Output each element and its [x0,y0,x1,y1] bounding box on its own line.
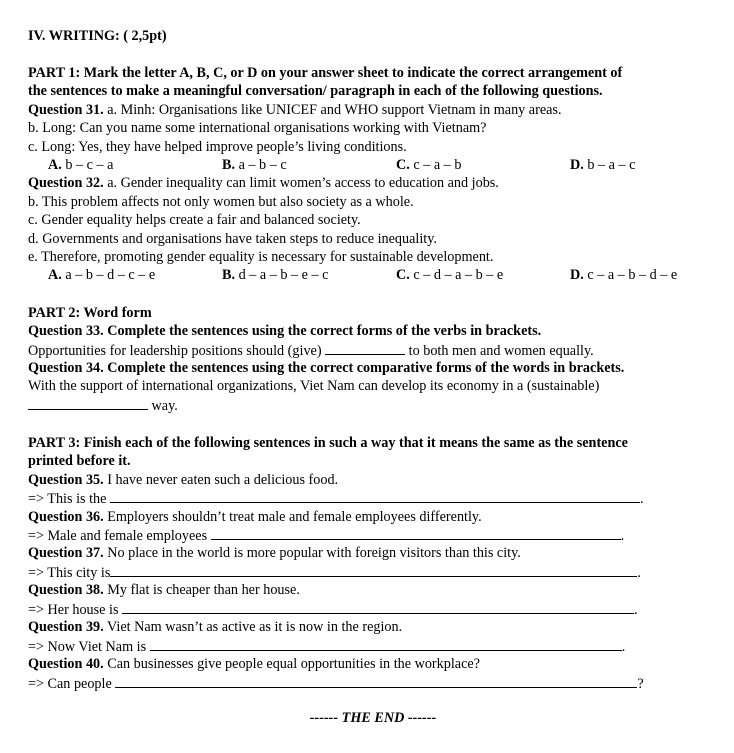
question-36-answer-blank[interactable] [211,526,621,540]
question-36-end: . [620,528,625,544]
question-38-label: Question 38. [28,582,104,598]
part2-title: PART 2: Word form [28,305,152,321]
question-39-label: Question 39. [28,619,104,635]
question-36-rewrite [28,526,624,545]
question-37-end: . [637,565,641,581]
question-39-prompt: => Now Viet Nam is [28,639,150,655]
question-31-option-d[interactable]: D. b – a – c [570,157,636,173]
question-32-sentence-e: e. Therefore, promoting gender equality is necessary for sustainable development. [28,249,494,265]
question-39-end: . [621,639,626,655]
question-38-answer-blank[interactable] [122,600,634,614]
question-34-answer-blank[interactable] [28,396,148,410]
question-35 [28,471,338,489]
question-31-sentence-a: a. Minh: Organisations like UNICEF and WHO support Vietnam in many areas. [103,102,562,118]
question-35-answer-blank[interactable] [110,489,640,503]
question-32-sentence-b: b. This problem affects not only women but also society as a whole. [28,194,414,210]
question-31-line-a [28,101,562,119]
question-31-sentence-c: c. Long: Yes, they have helped improve people’s living conditions. [28,139,407,155]
question-32-sentence-c: c. Gender equality helps create a fair and balanced society. [28,212,361,228]
question-31-label: Question 31. [28,102,104,118]
question-32-option-c[interactable]: C. c – d – a – b – e [396,267,504,283]
question-38-sentence: My flat is cheaper than her house. [103,582,300,598]
question-40-prompt: => Can people [28,676,116,692]
question-33-text-after: to both men and women equally. [405,343,594,359]
question-31-option-c[interactable]: C. c – a – b [396,157,462,173]
question-35-rewrite [28,489,644,508]
question-34-sentence: With the support of international organizations, Viet Nam can develop its economy in a (sustainable) [28,378,600,394]
question-35-end: . [639,491,644,507]
question-32-option-d[interactable]: D. c – a – b – d – e [570,267,678,283]
question-38-end: . [634,602,638,618]
part3-instruction-line1: PART 3: Finish each of the following sentences in such a way that it means the same as the sentence [28,435,628,451]
part1-instruction-line1: PART 1: Mark the letter A, B, C, or D on your answer sheet to indicate the correct arrangement of [28,65,623,81]
question-40 [28,655,480,673]
question-33-text-before: Opportunities for leadership positions should (give) [28,343,326,359]
question-38-prompt: => Her house is [28,602,123,618]
question-32-sentence-a: a. Gender inequality can limit women’s access to education and jobs. [103,175,499,191]
question-39-sentence: Viet Nam wasn’t as active as it is now in the region. [103,619,403,635]
question-31-sentence-b: b. Long: Can you name some international organisations working with Vietnam? [28,120,487,136]
question-36-prompt: => Male and female employees [28,528,211,544]
question-39-answer-blank[interactable] [150,637,622,651]
question-32-label: Question 32. [28,175,104,191]
question-32-option-a[interactable]: A. a – b – d – c – e [48,267,156,283]
section-title: IV. WRITING: ( 2,5pt) [28,28,167,44]
question-40-sentence: Can businesses give people equal opportunities in the workplace? [103,656,480,672]
question-33-label: Question 33. Complete the sentences using the correct forms of the verbs in brackets. [28,323,542,339]
part1-instruction-line2: the sentences to make a meaningful conversation/ paragraph in each of the following questions. [28,83,603,99]
question-37 [28,544,521,562]
question-35-sentence: I have never eaten such a delicious food. [103,472,339,488]
question-37-prompt: => This city is [28,565,111,581]
question-34-answer-line [28,396,178,415]
question-32-line-a [28,174,499,192]
question-32-options [28,266,718,284]
question-35-label: Question 35. [28,472,104,488]
question-33-sentence [28,341,594,360]
question-36-label: Question 36. [28,509,104,525]
question-37-sentence: No place in the world is more popular with foreign visitors than this city. [103,545,521,561]
the-end-footer: ------ THE END ------ [309,710,437,726]
question-37-label: Question 37. [28,545,104,561]
question-39-rewrite [28,637,625,656]
question-36-sentence: Employers shouldn’t treat male and female employees differently. [103,509,482,525]
question-36 [28,508,482,526]
question-31-option-a[interactable]: A. b – c – a [48,157,114,173]
question-32-option-b[interactable]: B. d – a – b – e – c [222,267,329,283]
question-37-answer-blank[interactable] [110,563,637,577]
question-33-answer-blank[interactable] [325,341,405,355]
question-32-sentence-d: d. Governments and organisations have taken steps to reduce inequality. [28,231,437,247]
question-40-rewrite [28,674,644,693]
question-40-end: ? [637,676,644,692]
question-40-answer-blank[interactable] [115,674,637,688]
question-38 [28,581,300,599]
question-34-label: Question 34. Complete the sentences using the correct comparative forms of the words in brackets. [28,360,625,376]
question-35-prompt: => This is the [28,491,110,507]
question-34-text-after: way. [148,398,178,414]
question-31-option-b[interactable]: B. a – b – c [222,157,287,173]
question-38-rewrite [28,600,638,619]
question-37-rewrite [28,563,641,582]
question-40-label: Question 40. [28,656,104,672]
question-31-options [28,156,718,174]
question-39 [28,618,402,636]
part3-instruction-line2: printed before it. [28,453,131,469]
